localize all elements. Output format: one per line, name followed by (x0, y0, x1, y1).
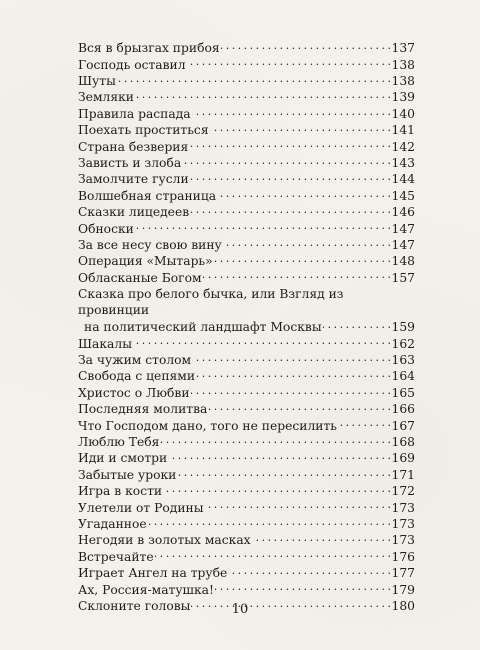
dot-leader (133, 335, 391, 347)
dot-leader (135, 220, 391, 232)
toc-entry-page: 147 (391, 237, 415, 252)
toc-entry-title: Ах, Россия-матушка! (78, 582, 214, 597)
dot-leader (214, 253, 391, 265)
toc-entry (78, 401, 415, 417)
toc-entry (78, 368, 415, 384)
toc-entry-page: 137 (391, 41, 415, 56)
toc-entry-page: 138 (391, 74, 415, 89)
toc-entry (78, 417, 415, 433)
toc-entry (78, 467, 415, 483)
dot-leader (210, 122, 391, 134)
toc-entry-page: 141 (391, 123, 415, 138)
toc-entry-page: 142 (391, 139, 415, 154)
dot-leader (223, 237, 391, 249)
toc-entry (78, 204, 415, 220)
dot-leader (191, 385, 391, 397)
toc-entry (78, 122, 415, 138)
toc-entry-page: 173 (391, 533, 415, 548)
toc-entry-title-continued: на политический ландшафт Москвы (84, 319, 322, 334)
toc-entry-title: Игра в кости (78, 484, 163, 499)
toc-entry-title: Негодяи в золотых масках (78, 533, 251, 548)
toc-entry-title: Страна безверия (78, 139, 189, 154)
dot-leader (203, 269, 391, 281)
page-number: 10 (231, 602, 249, 617)
dot-leader (148, 516, 391, 528)
toc-entry-page: 171 (391, 467, 415, 482)
toc-entry-title: Свобода с цепями (78, 369, 196, 384)
dot-leader (215, 581, 391, 593)
toc-entry-title: Что Господом дано, того не пересилить (78, 418, 337, 433)
toc-entry (78, 450, 415, 466)
toc-entry-page: 159 (391, 319, 415, 334)
toc-entry-page: 166 (391, 402, 415, 417)
toc-entry (78, 269, 415, 285)
toc-entry (78, 335, 415, 351)
toc-entry (78, 434, 415, 450)
toc-entry-page: 139 (391, 90, 415, 105)
toc-entry (78, 89, 415, 105)
toc-entry-title: За все несу свою вину (78, 237, 222, 252)
toc-entry (78, 188, 415, 204)
toc-entry-title: Люблю Тебя (78, 435, 160, 450)
toc-entry-page: 176 (391, 549, 415, 564)
dot-leader (155, 548, 391, 560)
toc-entry (78, 106, 415, 122)
toc-entry (78, 385, 415, 401)
dot-leader (192, 352, 390, 364)
dot-leader (160, 434, 390, 446)
toc-entry-title: Последняя молитва (78, 402, 208, 417)
table-of-contents (78, 40, 415, 614)
toc-entry-page: 162 (391, 336, 415, 351)
toc-entry-page: 138 (391, 57, 415, 72)
dot-leader (217, 188, 390, 200)
toc-entry-title: Сказка про белого бычка, или Взгляд из провинции (78, 286, 344, 318)
toc-entry-title: Улетели от Родины (78, 500, 204, 515)
toc-entry (78, 548, 415, 564)
toc-entry-page: 167 (391, 418, 415, 433)
toc-entry-page: 140 (391, 106, 415, 121)
dot-leader (117, 73, 391, 85)
toc-entry-title: Склоните головы (78, 598, 191, 613)
dot-leader (163, 483, 390, 495)
toc-entry-title: Иди и смотри (78, 451, 168, 466)
dot-leader (252, 532, 391, 544)
dot-leader (189, 138, 390, 150)
toc-entry-page: 180 (391, 598, 415, 613)
toc-entry (78, 253, 415, 269)
dot-leader (182, 155, 390, 167)
dot-leader (177, 467, 390, 479)
toc-entry-title: Угаданное (78, 516, 147, 531)
toc-entry (78, 352, 415, 368)
dot-leader (190, 204, 390, 216)
toc-entry-page: 145 (391, 188, 415, 203)
dot-leader (338, 417, 391, 429)
toc-entry-page: 163 (391, 353, 415, 368)
toc-entry-page: 177 (391, 566, 415, 581)
dot-leader (205, 499, 391, 511)
toc-entry-title: Зависть и злоба (78, 156, 182, 171)
toc-entry (78, 483, 415, 499)
toc-entry (78, 56, 415, 72)
dot-leader (135, 89, 391, 101)
toc-entry (78, 171, 415, 187)
toc-entry-page: 164 (391, 369, 415, 384)
dot-leader (221, 40, 391, 52)
toc-entry-page: 173 (391, 516, 415, 531)
dot-leader (190, 171, 391, 183)
toc-entry-title: Христос о Любви (78, 385, 190, 400)
toc-entry (78, 237, 415, 253)
toc-entry-page: 157 (391, 270, 415, 285)
toc-entry-title: Встречайте (78, 549, 154, 564)
toc-entry-page: 169 (391, 451, 415, 466)
toc-entry-page: 146 (391, 205, 415, 220)
toc-entry-title: Вся в брызгах прибоя (78, 41, 220, 56)
dot-leader (323, 319, 391, 331)
toc-entry-title: За чужим столом (78, 353, 192, 368)
toc-entry (78, 286, 415, 336)
toc-entry (78, 138, 415, 154)
toc-entry-title: Шуты (78, 74, 116, 89)
toc-entry-title: Сказки лицедеев (78, 205, 190, 220)
toc-entry-title: Правила распада (78, 106, 191, 121)
toc-entry-title: Обноски (78, 221, 134, 236)
toc-entry-title: Господь оставил (78, 57, 186, 72)
toc-entry-page: 179 (391, 582, 415, 597)
dot-leader (192, 106, 391, 118)
toc-entry (78, 565, 415, 581)
dot-leader (228, 565, 390, 577)
toc-entry-page: 147 (391, 221, 415, 236)
toc-entry-title: Забытые уроки (78, 467, 177, 482)
toc-entry (78, 73, 415, 89)
dot-leader (208, 401, 390, 413)
toc-entry-title: Волшебная страница (78, 188, 217, 203)
toc-entry-title: Шакалы (78, 336, 132, 351)
toc-entry-page: 172 (391, 484, 415, 499)
toc-entry-page: 144 (391, 172, 415, 187)
toc-entry (78, 220, 415, 236)
toc-entry-title: Обласканые Богом (78, 270, 202, 285)
toc-entry-title: Поехать проститься (78, 123, 209, 138)
toc-entry-page: 168 (391, 435, 415, 450)
toc-entry-title: Замолчите гусли (78, 172, 189, 187)
dot-leader (187, 56, 391, 68)
toc-entry-page: 165 (391, 385, 415, 400)
toc-entry-page: 173 (391, 500, 415, 515)
dot-leader (196, 368, 390, 380)
toc-entry (78, 516, 415, 532)
toc-entry-page: 143 (391, 156, 415, 171)
toc-entry-page: 148 (391, 254, 415, 269)
toc-entry (78, 581, 415, 597)
toc-entry (78, 532, 415, 548)
toc-entry-title: Земляки (78, 90, 134, 105)
toc-entry (78, 40, 415, 56)
toc-entry (78, 499, 415, 515)
dot-leader (168, 450, 390, 462)
toc-entry-title: Операция «Мытарь» (78, 254, 213, 269)
toc-entry-title: Играет Ангел на трубе (78, 566, 228, 581)
toc-entry (78, 155, 415, 171)
